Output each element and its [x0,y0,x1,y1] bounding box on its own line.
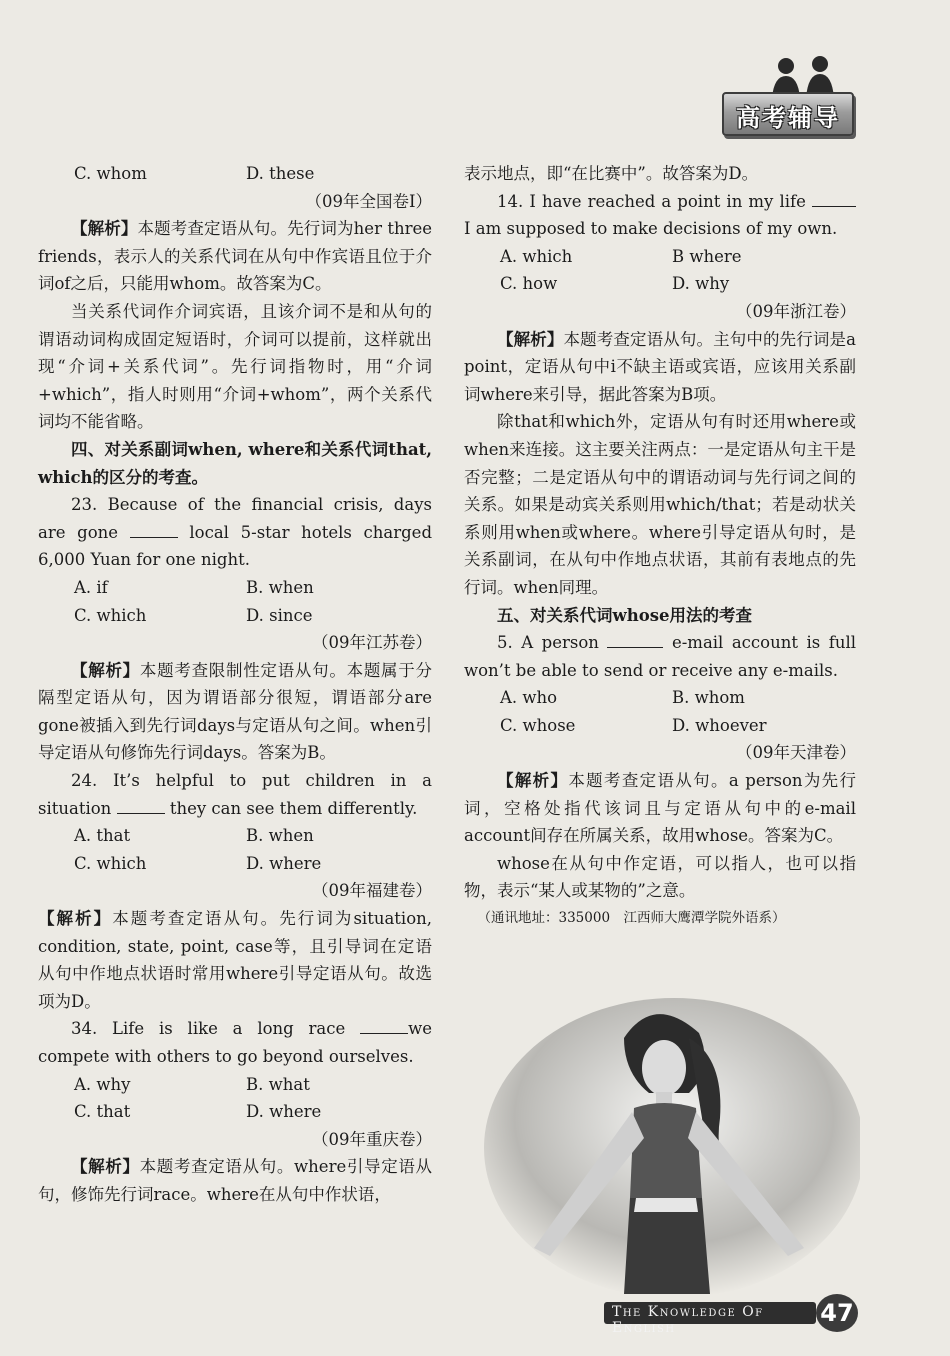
girl-illustration [474,998,860,1294]
options-prev [38,160,432,188]
options-23: A. if B. when C. which D. since [74,577,314,625]
analysis-paragraph: 【解析】本题考查定语从句。a person为先行词，空格处指代该词且与定语从句中的e-mail account间存在所属关系，故用whose。答案为C。 [464,771,857,846]
option-c: C. whom [74,164,147,183]
body-paragraph: 当关系代词作介词宾语，且该介词不是和从句的谓语动词构成固定短语时，介词可以提前，这样就出现“介词+关系代词”。先行词指物时，用“介词+which”，指人时则用“介词+whom”，两个关系代词均不能省略。 [38,301,432,432]
options-5: A. who B. whom C. whose D. whoever [500,688,767,735]
left-column [38,160,432,1209]
body-paragraph: 除that和which外，定语从句有时还用where或when来连接。这主要关注两点：一是定语从句主干是否完整；二是定语从句中的谓语动词与先行词之间的关系。如果是动宾关系则用which/that；若是动状关系则用when或where。where引导定语从句时，是关系副词，在从句中作地点状语，其前有表地点的先行词。when同理。 [464,412,856,597]
source-label: （09年全国卷Ⅰ） [305,191,432,211]
source-label: （09年浙江卷） [736,301,856,321]
right-column [464,160,856,933]
question-24: 24. It’s helpful to put children in a situation they can see them differently. [38,771,432,818]
analysis-paragraph: 【解析】本题考查定语从句。先行词为situation, condition, state, point, case等，且引导词在定语从句中作地点状语时常用where引导定语从句。故选项为D。 [38,909,433,1011]
body-paragraph: whose在从句中作定语，可以指人，也可以指物，表示“某人或某物的”之意。 [464,853,856,901]
analysis-paragraph: 【解析】本题考查限制性定语从句。本题属于分隔型定语从句，因为谓语部分很短，谓语部分are gone被插入到先行词days与定语从句之间。when引导定语从句修饰先行词days。答案为B。 [38,660,433,763]
source-label: （09年重庆卷） [312,1129,432,1149]
question-34: 34. Life is like a long race we compete with others to go beyond ourselves. [38,1019,432,1066]
mailing-address: （通讯地址：335000 江西师大鹰潭学院外语系） [477,910,786,927]
analysis-paragraph: 【解析】本题考查定语从句。主句中的先行词是a point，定语从句中i不缺主语或宾语，应该用关系副词where来引导，据此答案为B项。 [464,329,857,404]
source-label: （09年江苏卷） [312,633,432,653]
section-badge [722,92,854,136]
options-24: A. that B. when C. which D. where [74,826,322,873]
question-14: 14. I have reached a point in my life I am supposed to make decisions of my own. [464,188,856,243]
page-number: 47 [816,1294,858,1332]
options-14: A. which B where C. how D. why [500,246,742,294]
question-5: 5. A person e-mail account is full won’t be able to send or receive any e-mails. [464,633,857,680]
section-heading: 五、对关系代词whose用法的考查 [497,605,752,625]
magazine-title: The Knowledge Of English [612,1304,764,1336]
question-23: 23. Because of the financial crisis, days are gone local 5-star hotels charged 6,000 Yuan for one night. [38,495,433,570]
option-d: D. these [246,164,315,183]
source-label: （09年天津卷） [736,743,856,763]
analysis-paragraph: 【解析】本题考查定语从句。where引导定语从句，修饰先行词race。where在从句中作状语， [38,1157,433,1204]
analysis-paragraph: 【解析】本题考查定语从句。先行词为her three friends，表示人的关系代词在从句中作宾语且位于介词of之后，只能用whom。故答案为C。 [38,219,432,294]
section-badge-label: 高考辅导 [736,104,840,132]
continued-text: 表示地点，即“在比赛中”。故答案为D。 [464,164,759,183]
section-heading: 四、对关系副词when, where和关系代词that, which的区分的考查。 [38,439,432,487]
options-34: A. why B. what C. that D. where [74,1074,322,1122]
source-label: （09年福建卷） [312,881,432,901]
footer-band [604,1302,816,1336]
